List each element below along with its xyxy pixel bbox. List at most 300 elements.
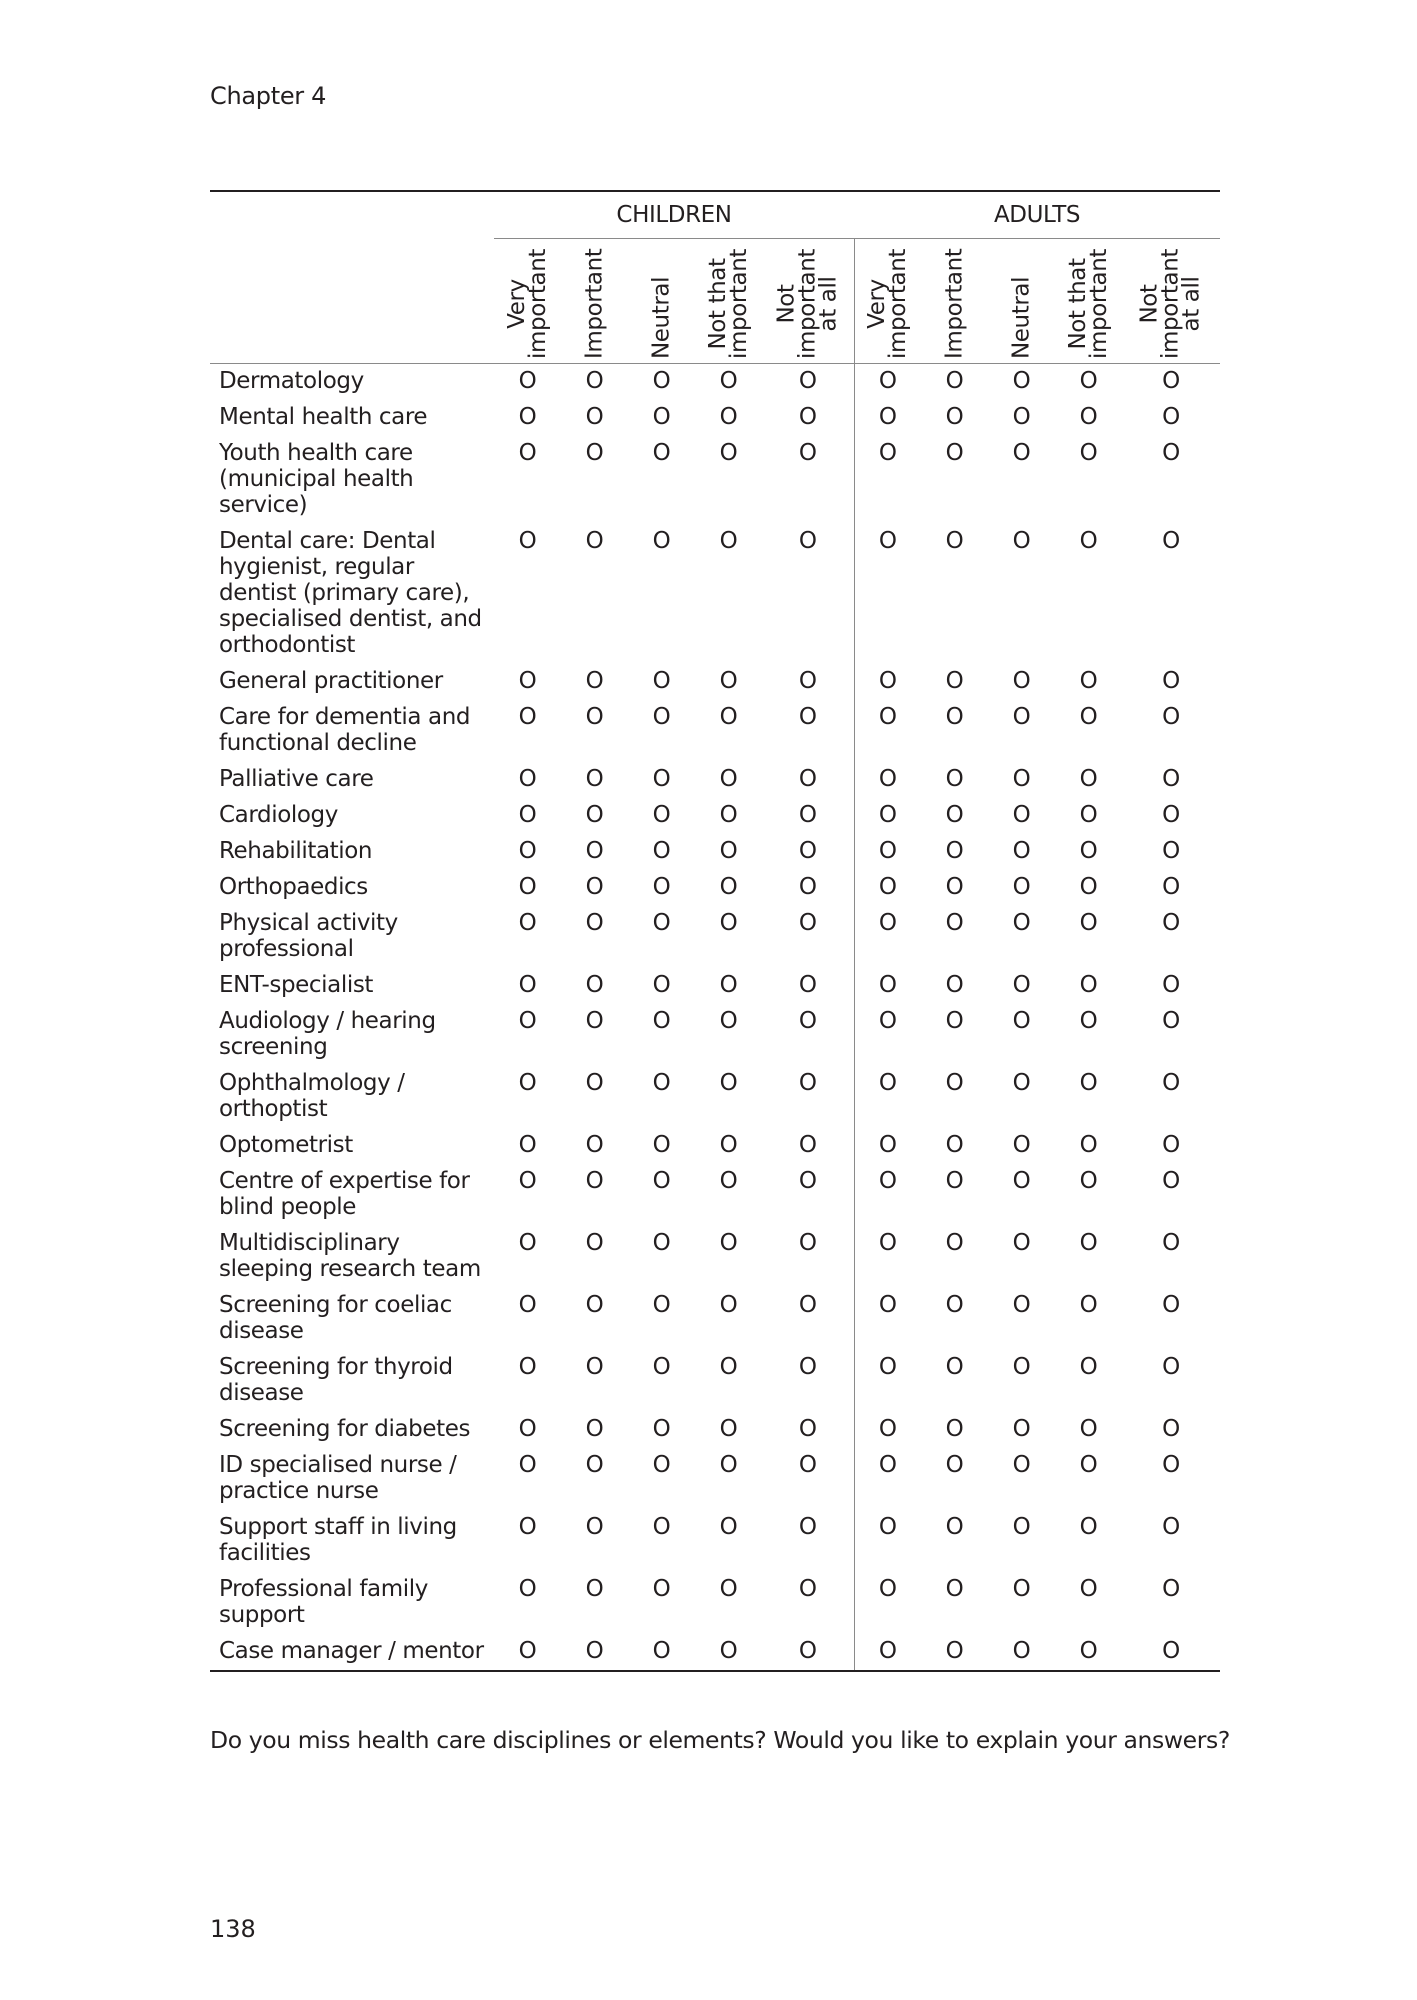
radio-option-adults-5[interactable]: O (1162, 368, 1180, 394)
radio-option-children-5[interactable]: O (798, 838, 817, 864)
radio-option-adults-2[interactable]: O (945, 1168, 964, 1194)
radio-option-children-1[interactable]: O (518, 368, 537, 394)
column-header-adults-1 (854, 239, 921, 364)
header-spacer (210, 191, 494, 239)
radio-option-adults-1[interactable]: O (854, 906, 921, 968)
radio-option-children-2[interactable]: O (585, 766, 604, 792)
radio-option-children-1[interactable]: O (518, 1070, 537, 1096)
radio-option-children-5[interactable]: O (798, 802, 817, 828)
radio-option-children-2[interactable]: O (585, 1168, 604, 1194)
column-header-label: Neutral (1008, 276, 1035, 359)
radio-option-children-4[interactable]: O (719, 1168, 738, 1194)
table-row (210, 400, 1220, 436)
radio-option-adults-2[interactable]: O (945, 1354, 964, 1380)
radio-option-children-3[interactable]: O (652, 404, 671, 430)
radio-option-adults-2[interactable]: O (945, 1514, 964, 1540)
radio-option-adults-2[interactable]: O (945, 668, 964, 694)
radio-option-adults-3[interactable]: O (1012, 1168, 1031, 1194)
open-question: Do you miss health care disciplines or elements? Would you like to explain your answers? (210, 1726, 1230, 1754)
radio-option-adults-3[interactable]: O (1012, 874, 1031, 900)
radio-option-children-1[interactable]: O (518, 802, 537, 828)
radio-option-adults-3[interactable]: O (1012, 972, 1031, 998)
radio-option-adults-5[interactable]: O (1162, 1132, 1180, 1158)
radio-option-children-4[interactable]: O (719, 1576, 738, 1602)
radio-option-adults-1[interactable]: O (854, 436, 921, 524)
radio-option-adults-2[interactable]: O (945, 1292, 964, 1318)
radio-option-children-1[interactable]: O (518, 1168, 537, 1194)
row-label: Case manager / mentor (210, 1634, 494, 1671)
radio-option-adults-1[interactable]: O (854, 1066, 921, 1128)
radio-option-children-3[interactable]: O (652, 1576, 671, 1602)
radio-option-children-5[interactable]: O (798, 1416, 817, 1442)
row-label: ID specialised nurse / practice nurse (219, 1452, 457, 1504)
radio-option-children-1[interactable]: O (494, 1634, 561, 1671)
radio-option-children-4[interactable]: O (719, 838, 738, 864)
radio-option-children-5[interactable]: O (762, 1634, 854, 1671)
radio-option-adults-1[interactable]: O (854, 400, 921, 436)
radio-option-adults-4[interactable]: O (1079, 1292, 1098, 1318)
table-row (210, 870, 1220, 906)
radio-option-adults-5[interactable]: O (1162, 1070, 1180, 1096)
row-label: Care for dementia and functional decline (219, 704, 471, 756)
radio-option-children-1[interactable]: O (518, 404, 537, 430)
radio-option-children-5[interactable]: O (798, 704, 817, 730)
radio-option-children-4[interactable]: O (719, 368, 738, 394)
radio-option-adults-3[interactable]: O (1012, 766, 1031, 792)
radio-option-adults-5[interactable]: O (1162, 704, 1180, 730)
radio-option-adults-4[interactable]: O (1079, 766, 1098, 792)
radio-option-adults-4[interactable]: O (1079, 1132, 1098, 1158)
radio-option-children-4[interactable]: O (719, 704, 738, 730)
radio-option-adults-1[interactable]: O (854, 870, 921, 906)
radio-option-adults-2[interactable]: O (945, 838, 964, 864)
row-label: General practitioner (219, 668, 443, 694)
radio-option-adults-5[interactable]: O (1162, 528, 1180, 554)
radio-option-children-1[interactable]: O (518, 838, 537, 864)
radio-option-children-2[interactable]: O (585, 910, 604, 936)
radio-option-children-1[interactable]: O (518, 704, 537, 730)
radio-option-adults-4[interactable]: O (1079, 404, 1098, 430)
row-label: Audiology / hearing screening (219, 1008, 436, 1060)
row-label: Centre of expertise for blind people (219, 1168, 470, 1220)
radio-option-children-2[interactable]: O (561, 1634, 628, 1671)
radio-option-children-2[interactable]: O (585, 972, 604, 998)
table-row (210, 1066, 1220, 1128)
radio-option-children-3[interactable]: O (652, 1514, 671, 1540)
chapter-header: Chapter 4 (210, 82, 327, 110)
radio-option-children-1[interactable]: O (518, 440, 537, 466)
radio-option-children-1[interactable]: O (518, 1514, 537, 1540)
radio-option-children-5[interactable]: O (798, 440, 817, 466)
radio-option-adults-2[interactable]: O (945, 910, 964, 936)
radio-option-adults-1[interactable]: O (854, 1128, 921, 1164)
radio-option-adults-1[interactable]: O (854, 1164, 921, 1226)
radio-option-adults-3[interactable]: O (1012, 528, 1031, 554)
radio-option-adults-5[interactable]: O (1162, 910, 1180, 936)
radio-option-children-2[interactable]: O (585, 838, 604, 864)
radio-option-adults-5[interactable]: O (1162, 1416, 1180, 1442)
radio-option-adults-4[interactable]: O (1079, 972, 1098, 998)
row-label: Multidisciplinary sleeping research team (219, 1230, 481, 1282)
radio-option-children-4[interactable]: O (719, 910, 738, 936)
radio-option-children-5[interactable]: O (798, 1292, 817, 1318)
radio-option-adults-1[interactable]: O (854, 1004, 921, 1066)
radio-option-children-3[interactable]: O (652, 838, 671, 864)
radio-option-adults-5[interactable]: O (1122, 1634, 1220, 1671)
radio-option-adults-5[interactable]: O (1162, 802, 1180, 828)
table-row (210, 968, 1220, 1004)
radio-option-children-3[interactable]: O (652, 440, 671, 466)
radio-option-adults-1[interactable]: O (854, 834, 921, 870)
radio-option-children-4[interactable]: O (719, 528, 738, 554)
radio-option-adults-4[interactable]: O (1079, 704, 1098, 730)
radio-option-children-3[interactable]: O (652, 1132, 671, 1158)
radio-option-children-2[interactable]: O (585, 1132, 604, 1158)
radio-option-children-2[interactable]: O (585, 1230, 604, 1256)
radio-option-children-5[interactable]: O (798, 1452, 817, 1478)
radio-option-children-1[interactable]: O (518, 1292, 537, 1318)
radio-option-adults-4[interactable]: O (1079, 1070, 1098, 1096)
row-label: Cardiology (219, 802, 338, 828)
radio-option-adults-3[interactable]: O (1012, 368, 1031, 394)
row-label: Mental health care (219, 404, 428, 430)
radio-option-children-3[interactable]: O (652, 802, 671, 828)
radio-option-children-5[interactable]: O (798, 1230, 817, 1256)
row-label: Youth health care (municipal health service) (219, 440, 414, 518)
radio-option-children-2[interactable]: O (585, 704, 604, 730)
radio-option-adults-3[interactable]: O (1012, 1354, 1031, 1380)
radio-option-adults-1[interactable]: O (854, 1288, 921, 1350)
radio-option-children-2[interactable]: O (585, 1354, 604, 1380)
table-row (210, 906, 1220, 968)
radio-option-children-3[interactable]: O (652, 1292, 671, 1318)
row-label: Screening for diabetes (219, 1416, 471, 1442)
radio-option-children-4[interactable]: O (719, 1416, 738, 1442)
radio-option-adults-4[interactable]: O (1079, 668, 1098, 694)
radio-option-adults-3[interactable]: O (1012, 668, 1031, 694)
radio-option-adults-3[interactable]: O (1012, 404, 1031, 430)
radio-option-adults-4[interactable]: O (1079, 440, 1098, 466)
radio-option-adults-3[interactable]: O (1012, 1416, 1031, 1442)
column-header-children-1 (494, 239, 561, 364)
radio-option-children-5[interactable]: O (798, 528, 817, 554)
radio-option-adults-4[interactable]: O (1079, 802, 1098, 828)
row-label: Dental care: Dental hygienist, regular dentist (primary care), specialised dentist, and orthodontist (219, 528, 482, 658)
table-row (210, 834, 1220, 870)
radio-option-adults-4[interactable]: O (1079, 1008, 1098, 1034)
radio-option-adults-2[interactable]: O (945, 404, 964, 430)
radio-option-children-4[interactable]: O (719, 668, 738, 694)
radio-option-children-3[interactable]: O (652, 874, 671, 900)
radio-option-adults-3[interactable]: O (1012, 704, 1031, 730)
radio-option-adults-3[interactable]: O (988, 1634, 1055, 1671)
radio-option-children-3[interactable]: O (652, 1416, 671, 1442)
radio-option-adults-3[interactable]: O (1012, 1292, 1031, 1318)
radio-option-children-1[interactable]: O (518, 1354, 537, 1380)
column-header-label: Very important (503, 248, 551, 359)
radio-option-adults-1[interactable]: O (854, 1634, 921, 1671)
radio-option-children-5[interactable]: O (798, 404, 817, 430)
radio-option-adults-2[interactable]: O (945, 766, 964, 792)
radio-option-adults-4[interactable]: O (1079, 874, 1098, 900)
radio-option-children-2[interactable]: O (585, 440, 604, 466)
row-label: Dermatology (219, 368, 364, 394)
table-row (210, 1288, 1220, 1350)
radio-option-adults-5[interactable]: O (1162, 1008, 1180, 1034)
radio-option-adults-4[interactable]: O (1079, 838, 1098, 864)
radio-option-children-2[interactable]: O (585, 368, 604, 394)
radio-option-adults-5[interactable]: O (1162, 874, 1180, 900)
radio-option-children-4[interactable]: O (719, 1230, 738, 1256)
radio-option-children-1[interactable]: O (518, 766, 537, 792)
radio-option-adults-4[interactable]: O (1055, 1634, 1122, 1671)
radio-option-adults-5[interactable]: O (1162, 972, 1180, 998)
radio-option-adults-3[interactable]: O (1012, 1514, 1031, 1540)
table-row (210, 700, 1220, 762)
radio-option-adults-5[interactable]: O (1162, 766, 1180, 792)
row-label: Screening for coeliac disease (219, 1292, 452, 1344)
radio-option-adults-4[interactable]: O (1079, 1230, 1098, 1256)
radio-option-adults-4[interactable]: O (1079, 528, 1098, 554)
radio-option-children-5[interactable]: O (798, 1008, 817, 1034)
radio-option-adults-4[interactable]: O (1079, 1354, 1098, 1380)
page-number: 138 (210, 1915, 256, 1943)
row-label: ENT-specialist (219, 972, 374, 998)
table-row (210, 664, 1220, 700)
radio-option-adults-4[interactable]: O (1079, 1576, 1098, 1602)
radio-option-children-3[interactable]: O (652, 1452, 671, 1478)
radio-option-adults-2[interactable]: O (945, 440, 964, 466)
radio-option-children-1[interactable]: O (518, 874, 537, 900)
radio-option-adults-2[interactable]: O (945, 528, 964, 554)
table-row (210, 1128, 1220, 1164)
radio-option-children-2[interactable]: O (585, 1292, 604, 1318)
radio-option-children-3[interactable]: O (652, 766, 671, 792)
radio-option-adults-3[interactable]: O (1012, 1576, 1031, 1602)
radio-option-children-3[interactable]: O (652, 1354, 671, 1380)
radio-option-children-2[interactable]: O (585, 1514, 604, 1540)
radio-option-adults-5[interactable]: O (1162, 1354, 1180, 1380)
radio-option-adults-1[interactable]: O (854, 1572, 921, 1634)
radio-option-adults-1[interactable]: O (854, 524, 921, 664)
radio-option-children-1[interactable]: O (518, 1416, 537, 1442)
group-header-children: CHILDREN (494, 191, 854, 239)
radio-option-children-2[interactable]: O (585, 802, 604, 828)
radio-option-adults-4[interactable]: O (1079, 910, 1098, 936)
table-row (210, 1350, 1220, 1412)
radio-option-adults-2[interactable]: O (945, 368, 964, 394)
radio-option-children-5[interactable]: O (798, 1132, 817, 1158)
table-row (210, 798, 1220, 834)
radio-option-adults-5[interactable]: O (1162, 668, 1180, 694)
column-header-label: Important (941, 248, 968, 359)
radio-option-children-3[interactable]: O (628, 1634, 695, 1671)
radio-option-adults-5[interactable]: O (1162, 1292, 1180, 1318)
radio-option-adults-1[interactable]: O (854, 700, 921, 762)
table-row (210, 1004, 1220, 1066)
radio-option-adults-3[interactable]: O (1012, 1132, 1031, 1158)
radio-option-adults-2[interactable]: O (945, 874, 964, 900)
radio-option-children-3[interactable]: O (652, 668, 671, 694)
radio-option-children-3[interactable]: O (652, 368, 671, 394)
radio-option-children-2[interactable]: O (585, 528, 604, 554)
radio-option-adults-3[interactable]: O (1012, 1452, 1031, 1478)
radio-option-children-4[interactable]: O (719, 802, 738, 828)
radio-option-adults-3[interactable]: O (1012, 1008, 1031, 1034)
radio-option-adults-2[interactable]: O (921, 1634, 988, 1671)
radio-option-adults-2[interactable]: O (945, 1132, 964, 1158)
radio-option-children-1[interactable]: O (518, 668, 537, 694)
radio-option-children-4[interactable]: O (719, 766, 738, 792)
column-header-children-3 (628, 239, 695, 364)
radio-option-children-3[interactable]: O (652, 1008, 671, 1034)
table-row (210, 1226, 1220, 1288)
radio-option-children-5[interactable]: O (798, 1576, 817, 1602)
radio-option-adults-2[interactable]: O (945, 1008, 964, 1034)
column-header-label: Neutral (648, 276, 674, 359)
radio-option-adults-1[interactable]: O (854, 364, 921, 401)
radio-option-children-5[interactable]: O (798, 1514, 817, 1540)
column-header-adults-2 (921, 239, 988, 364)
radio-option-children-1[interactable]: O (518, 910, 537, 936)
radio-option-children-2[interactable]: O (585, 668, 604, 694)
radio-option-children-3[interactable]: O (652, 1168, 671, 1194)
radio-option-children-2[interactable]: O (585, 404, 604, 430)
radio-option-adults-3[interactable]: O (1012, 802, 1031, 828)
radio-option-children-4[interactable]: O (719, 1354, 738, 1380)
radio-option-adults-1[interactable]: O (854, 798, 921, 834)
radio-option-adults-4[interactable]: O (1079, 368, 1098, 394)
radio-option-adults-2[interactable]: O (945, 704, 964, 730)
row-label: Professional family support (219, 1576, 428, 1628)
radio-option-adults-5[interactable]: O (1162, 1452, 1180, 1478)
radio-option-adults-3[interactable]: O (1012, 910, 1031, 936)
radio-option-adults-1[interactable]: O (854, 664, 921, 700)
radio-option-children-2[interactable]: O (585, 1452, 604, 1478)
radio-option-adults-5[interactable]: O (1162, 838, 1180, 864)
column-header-adults-4 (1055, 239, 1122, 364)
radio-option-adults-1[interactable]: O (854, 1448, 921, 1510)
radio-option-adults-4[interactable]: O (1079, 1452, 1098, 1478)
radio-option-children-5[interactable]: O (798, 1168, 817, 1194)
radio-option-children-5[interactable]: O (798, 766, 817, 792)
radio-option-adults-1[interactable]: O (854, 1350, 921, 1412)
radio-option-adults-3[interactable]: O (1012, 1070, 1031, 1096)
radio-option-adults-3[interactable]: O (1012, 838, 1031, 864)
radio-option-children-3[interactable]: O (652, 528, 671, 554)
radio-option-adults-5[interactable]: O (1162, 1514, 1180, 1540)
radio-option-children-5[interactable]: O (798, 874, 817, 900)
radio-option-adults-2[interactable]: O (945, 972, 964, 998)
radio-option-adults-2[interactable]: O (945, 1230, 964, 1256)
radio-option-adults-1[interactable]: O (854, 968, 921, 1004)
radio-option-adults-1[interactable]: O (854, 1226, 921, 1288)
radio-option-children-1[interactable]: O (518, 1230, 537, 1256)
radio-option-adults-1[interactable]: O (854, 1510, 921, 1572)
radio-option-children-4[interactable]: O (719, 1008, 738, 1034)
radio-option-children-4[interactable]: O (719, 874, 738, 900)
radio-option-adults-3[interactable]: O (1012, 1230, 1031, 1256)
radio-option-children-4[interactable]: O (719, 1292, 738, 1318)
table-row (210, 436, 1220, 524)
radio-option-adults-2[interactable]: O (945, 1416, 964, 1442)
radio-option-adults-5[interactable]: O (1162, 404, 1180, 430)
column-header-label: Important (581, 248, 607, 359)
radio-option-adults-2[interactable]: O (945, 1452, 964, 1478)
radio-option-children-4[interactable]: O (695, 1634, 762, 1671)
row-label: Palliative care (219, 766, 374, 792)
radio-option-children-1[interactable]: O (518, 528, 537, 554)
radio-option-children-5[interactable]: O (798, 668, 817, 694)
radio-option-children-4[interactable]: O (719, 1452, 738, 1478)
radio-option-children-1[interactable]: O (518, 1132, 537, 1158)
radio-option-adults-4[interactable]: O (1079, 1416, 1098, 1442)
radio-option-children-1[interactable]: O (518, 1452, 537, 1478)
radio-option-children-3[interactable]: O (652, 910, 671, 936)
column-header-label: Not that important (1064, 248, 1112, 359)
radio-option-children-1[interactable]: O (518, 1576, 537, 1602)
radio-option-adults-1[interactable]: O (854, 762, 921, 798)
row-label: Orthopaedics (219, 874, 368, 900)
radio-option-adults-2[interactable]: O (945, 802, 964, 828)
radio-option-children-4[interactable]: O (719, 1070, 738, 1096)
radio-option-adults-5[interactable]: O (1162, 440, 1180, 466)
radio-option-children-4[interactable]: O (719, 440, 738, 466)
group-header-adults: ADULTS (854, 191, 1220, 239)
radio-option-children-5[interactable]: O (798, 1070, 817, 1096)
radio-option-adults-2[interactable]: O (945, 1070, 964, 1096)
radio-option-children-4[interactable]: O (719, 404, 738, 430)
table-row (210, 1448, 1220, 1510)
radio-option-children-3[interactable]: O (652, 972, 671, 998)
radio-option-children-4[interactable]: O (719, 1514, 738, 1540)
radio-option-children-3[interactable]: O (652, 704, 671, 730)
column-header-adults-5 (1122, 239, 1220, 364)
radio-option-children-2[interactable]: O (585, 1070, 604, 1096)
radio-option-children-5[interactable]: O (798, 368, 817, 394)
row-label: Optometrist (219, 1132, 353, 1158)
radio-option-children-5[interactable]: O (798, 972, 817, 998)
table-row (210, 762, 1220, 798)
radio-option-adults-2[interactable]: O (945, 1576, 964, 1602)
survey-table (210, 190, 1220, 1672)
radio-option-children-2[interactable]: O (585, 1576, 604, 1602)
column-header-children-5 (762, 239, 854, 364)
radio-option-adults-5[interactable]: O (1162, 1168, 1180, 1194)
radio-option-children-5[interactable]: O (798, 910, 817, 936)
radio-option-children-4[interactable]: O (719, 972, 738, 998)
radio-option-adults-3[interactable]: O (1012, 440, 1031, 466)
radio-option-children-5[interactable]: O (798, 1354, 817, 1380)
radio-option-children-1[interactable]: O (518, 1008, 537, 1034)
radio-option-children-1[interactable]: O (518, 972, 537, 998)
radio-option-adults-4[interactable]: O (1079, 1514, 1098, 1540)
column-header-label: Not that important (704, 248, 752, 359)
radio-option-children-2[interactable]: O (585, 1416, 604, 1442)
radio-option-children-3[interactable]: O (652, 1070, 671, 1096)
column-header-label: Not important at all (1136, 248, 1205, 359)
radio-option-children-2[interactable]: O (585, 1008, 604, 1034)
radio-option-children-4[interactable]: O (719, 1132, 738, 1158)
radio-option-children-3[interactable]: O (652, 1230, 671, 1256)
column-header-label: Not important at all (773, 248, 842, 359)
row-label: Screening for thyroid disease (219, 1354, 453, 1406)
radio-option-adults-4[interactable]: O (1079, 1168, 1098, 1194)
radio-option-adults-5[interactable]: O (1162, 1230, 1180, 1256)
radio-option-children-2[interactable]: O (585, 874, 604, 900)
radio-option-adults-5[interactable]: O (1162, 1576, 1180, 1602)
radio-option-adults-1[interactable]: O (854, 1412, 921, 1448)
